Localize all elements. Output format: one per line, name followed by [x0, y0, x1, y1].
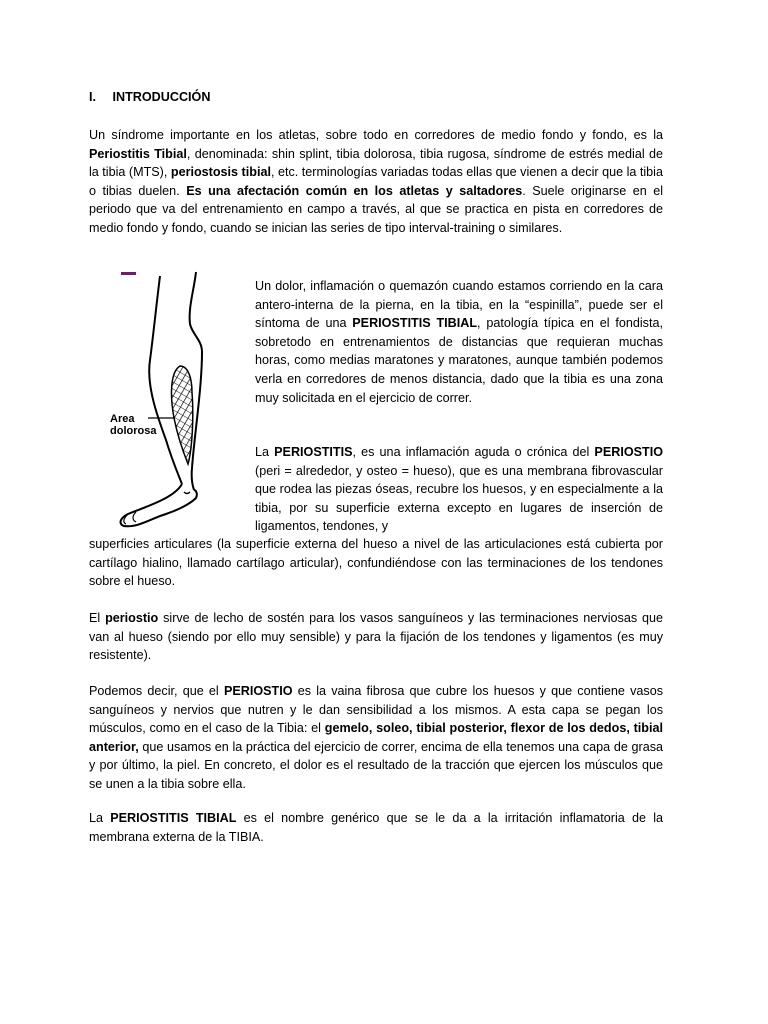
text-run: es el nombre genérico que se le da a la irritación inflamatoria de la membrana externa de la TIBIA. — [89, 811, 663, 844]
leg-drawing — [108, 268, 248, 530]
text-run: . Suele originarse en el periodo que va del entrenamiento en campo a través, al que se practica en pista en corredores de medio fondo y fondo, cuando se inician las series de tipo interval-training o similares. — [89, 183, 663, 235]
bold-run: PERIOSTIO — [594, 445, 663, 459]
paragraph-periostitis-b — [89, 535, 663, 591]
text-run: La — [255, 445, 275, 459]
text-run: , denominada: shin splint, tibia dolorosa, tibia rugosa, síndrome de estrés medial de la tibia (MTS), — [89, 146, 663, 180]
text-run: sirve de lecho de sostén para los vasos sanguíneos y las terminaciones nerviosas que van al hueso (siendo por ello muy sensible) y para la fijación de los tendones y ligamentos (es muy resistente). — [89, 611, 663, 663]
figure-label-line1: Area — [110, 413, 135, 425]
bold-run: gemelo, soleo, tibial posterior, flexor de los dedos, tibial anterior, — [89, 721, 664, 754]
text-run: El — [89, 611, 106, 625]
bold-run: periostio — [105, 611, 159, 625]
bold-run: Es una afectación común en los atletas y saltadores — [186, 183, 523, 198]
bold-run: Periostitis Tibial — [89, 146, 187, 161]
paragraph-layers — [89, 682, 663, 794]
section-title: INTRODUCCIÓN — [112, 90, 211, 104]
bold-run: PERIOSTIO — [223, 684, 293, 698]
text-run: , etc. terminologías variadas todas ellas que vienen a decir que la tibia o tibias duelen. — [89, 165, 663, 198]
bold-run: PERIOSTITIS TIBIAL — [110, 811, 237, 825]
text-run: , es una inflamación aguda o crónica del — [352, 445, 595, 459]
paragraph-definition — [89, 809, 663, 846]
text-run: que usamos en la práctica del ejercicio de correr, encima de ella tenemos una capa de grasa y por último, la piel. En concreto, el dolor es el resultado de la tracción que ejercen los músculos que se unen a la tibia sobre ella. — [89, 739, 663, 791]
text-run: es la vaina fibrosa que cubre los huesos y que contiene vasos sanguíneos y nervios que nutren y le dan sensibilidad a los mismos. A esta capa se pegan los músculos, como en el caso de la Tibia: el — [89, 684, 663, 736]
paragraph-intro — [89, 126, 663, 238]
text-run: Un dolor, inflamación o quemazón cuando estamos corriendo en la cara antero-interna de la pierna, en la tibia, en la “espinilla”, puede ser el síntoma de una — [255, 279, 663, 331]
section-heading — [89, 90, 210, 104]
text-run: La — [89, 811, 111, 825]
bold-run: PERIOSTITIS — [274, 445, 353, 459]
figure-label-line2: dolorosa — [110, 425, 157, 437]
text-run: , patología típica en el fondista, sobretodo en entrenamientos de distancias que requieran muchas horas, como medias maratones y maratones, aunque también podemos verla en corredores de menos distancia, dado que la tibia es una zona muy solicitada en el ejercicio de correr. — [255, 316, 663, 405]
text-run: Un síndrome importante en los atletas, sobre todo en corredores de medio fondo y fondo, es la — [89, 128, 663, 142]
bold-run: periostosis tibial — [170, 165, 271, 180]
bold-run: PERIOSTITIS TIBIAL — [352, 316, 478, 331]
marker-dash — [121, 272, 136, 275]
paragraph-periostitis-a — [255, 443, 663, 536]
paragraph-symptom — [255, 277, 663, 407]
section-number: I. — [89, 90, 96, 104]
paragraph-periostio — [89, 609, 663, 665]
text-run: (peri = alrededor, y osteo = hueso), que es una membrana fibrovascular que rodea las piezas óseas, recubre los huesos, y en especialmente a la tibia, por su superficie externa excepto en lugares de inserción de ligamentos, tendones, y — [255, 463, 663, 534]
painful-area — [172, 366, 193, 464]
text-run: Podemos decir, que el — [89, 684, 224, 698]
leg-illustration — [108, 268, 248, 530]
text-run: superficies articulares (la superficie externa del hueso a nivel de las articulaciones está cubierta por cartílago hialino, llamado cartílago articular), confundiéndose con las terminaciones de los tendones sobre el hueso. — [89, 537, 663, 589]
